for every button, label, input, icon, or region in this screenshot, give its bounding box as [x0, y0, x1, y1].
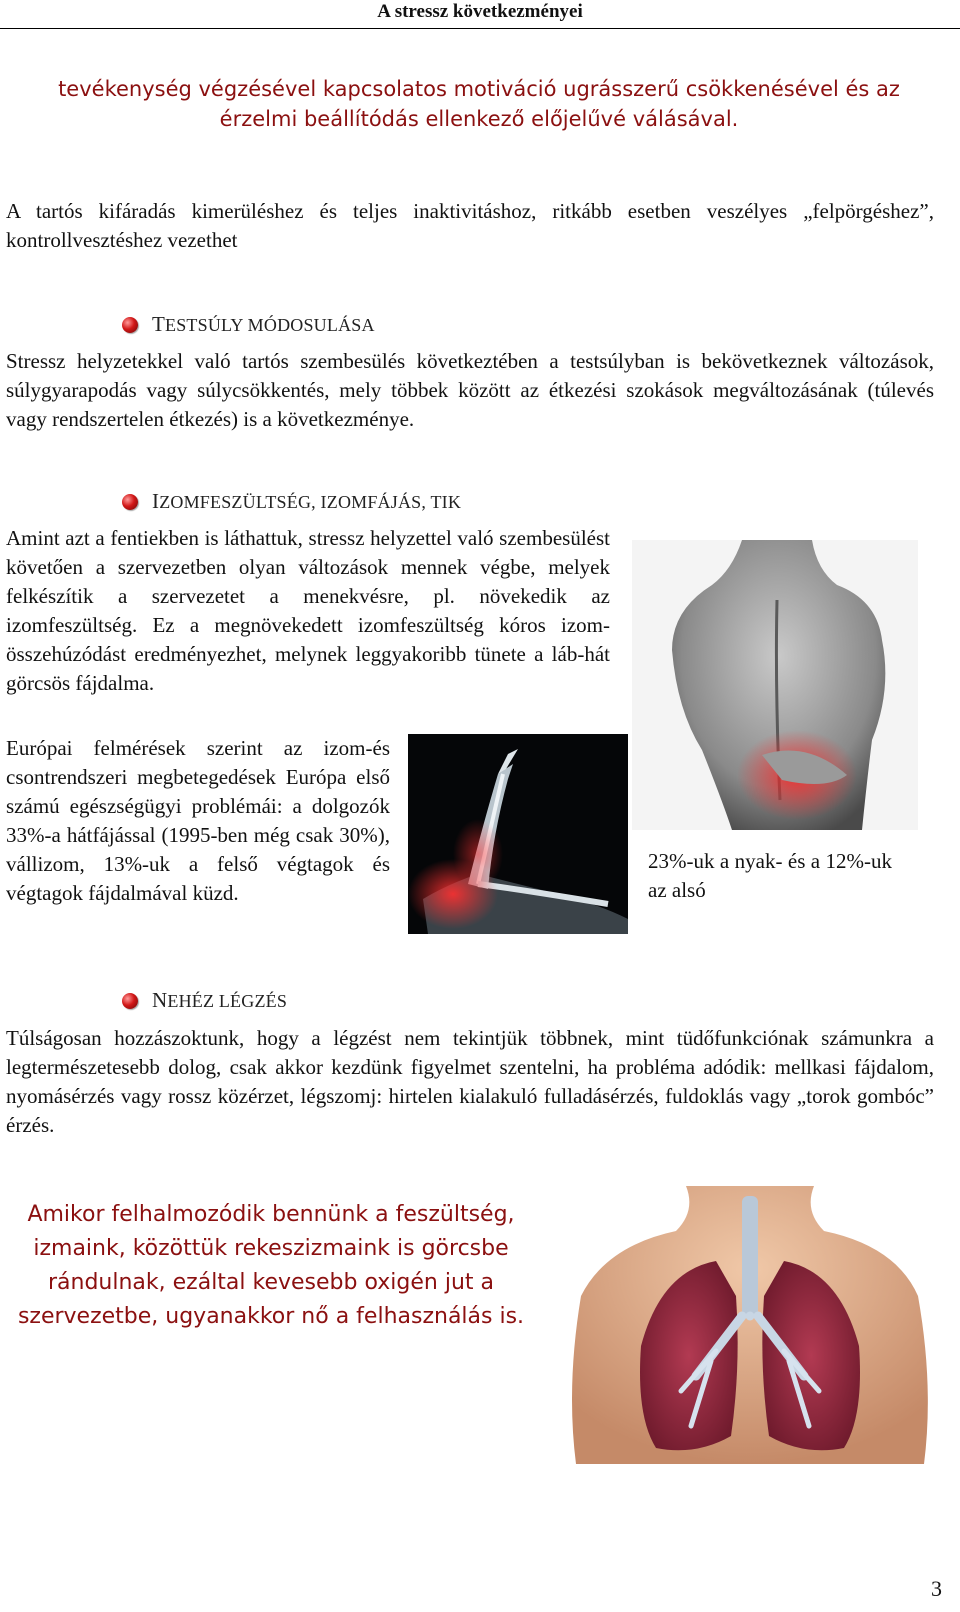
- page-header: [0, 0, 960, 29]
- highlight-line: rándulnak, ezáltal kevesebb oxigén jut a: [47, 1270, 494, 1295]
- arm-xray-image: [408, 734, 628, 934]
- back-pain-image: [632, 540, 918, 830]
- section-title-weight: TESTSÚLY MÓDOSULÁSA: [122, 312, 375, 337]
- lungs-image: [566, 1186, 934, 1464]
- bullet-icon: [122, 993, 138, 1009]
- highlight-tension: [8, 1198, 534, 1334]
- paragraph-exhaustion: A tartós kifáradás kimerüléshez és teljes inaktivitáshoz, ritkább esetben veszélyes „felpörgéshez”, kontrollvesztéshez vezethet: [6, 199, 934, 252]
- paragraph-muscle-tension: Amint azt a fentiekben is láthattuk, stressz helyzettel való szembesülést követően a szervezetben olyan változások mennek végbe, melyek felkészítik a szervezetet a menekvésre, pl. növekedik az izomfeszültség. Ez a megnövekedett izomfeszültség kóros izom-összehúzódást eredményezhet, melynek leggyakoribb tünete a láb-hát görcsös fájdalma.: [6, 526, 610, 695]
- page-number: 3: [931, 1576, 942, 1601]
- paragraph-survey: Európai felmérések szerint az izom-és csontrendszeri megbetegedések Európa első számú egészségügyi problémái: a dolgozók 33%-a hátfájással (1995-ben még csak 30%), vállizom, 13%-uk a felső végtagok és végtagok fájdalmával küzd.: [6, 736, 390, 905]
- paragraph-weight: Stressz helyzetekkel való tartós szembesülés következtében a testsúlyban is bekövetkeznek változások, súlygyarapodás vagy súlycsökkentés, mely többek között az étkezési szokások megváltozásának (túlevés vagy rendszertelen étkezés) is a következménye.: [6, 349, 934, 431]
- highlight-line: izmaink, közöttük rekeszizmaink is görcsbe: [33, 1236, 509, 1261]
- paragraph-survey-continued: 23%-uk a nyak- és a 12%-uk az alsó: [648, 849, 892, 902]
- section-title-muscle: IZOMFESZÜLTSÉG, IZOMFÁJÁS, TIK: [122, 489, 461, 514]
- header-title: A stressz következményei: [377, 1, 583, 22]
- highlight-line: Amikor felhalmozódik bennünk a feszültség,: [27, 1202, 515, 1227]
- highlight-motivation: [14, 74, 944, 134]
- highlight-line: érzelmi beállítódás ellenkező előjelűvé válásával.: [219, 107, 739, 131]
- bullet-icon: [122, 317, 138, 333]
- highlight-line: szervezetbe, ugyanakkor nő a felhasználás is.: [17, 1304, 525, 1329]
- bullet-icon: [122, 494, 138, 510]
- section-title-breathing: NEHÉZ LÉGZÉS: [122, 988, 287, 1013]
- paragraph-breathing: Túlságosan hozzászoktunk, hogy a légzést nem tekintjük többnek, mint tüdőfunkciónak számunkra a legtermészetesebb dolog, csak akkor kezdünk figyelmet szentelni, ha probléma adódik: mellkasi fájdalom, nyomásérzés vagy rossz közérzet, légszomj: hirtelen kialakuló fulladásérzés, fuldoklás vagy „torok gombóc” érzés.: [6, 1026, 934, 1137]
- highlight-line: tevékenység végzésével kapcsolatos motiváció ugrásszerű csökkenésével és az: [58, 77, 900, 101]
